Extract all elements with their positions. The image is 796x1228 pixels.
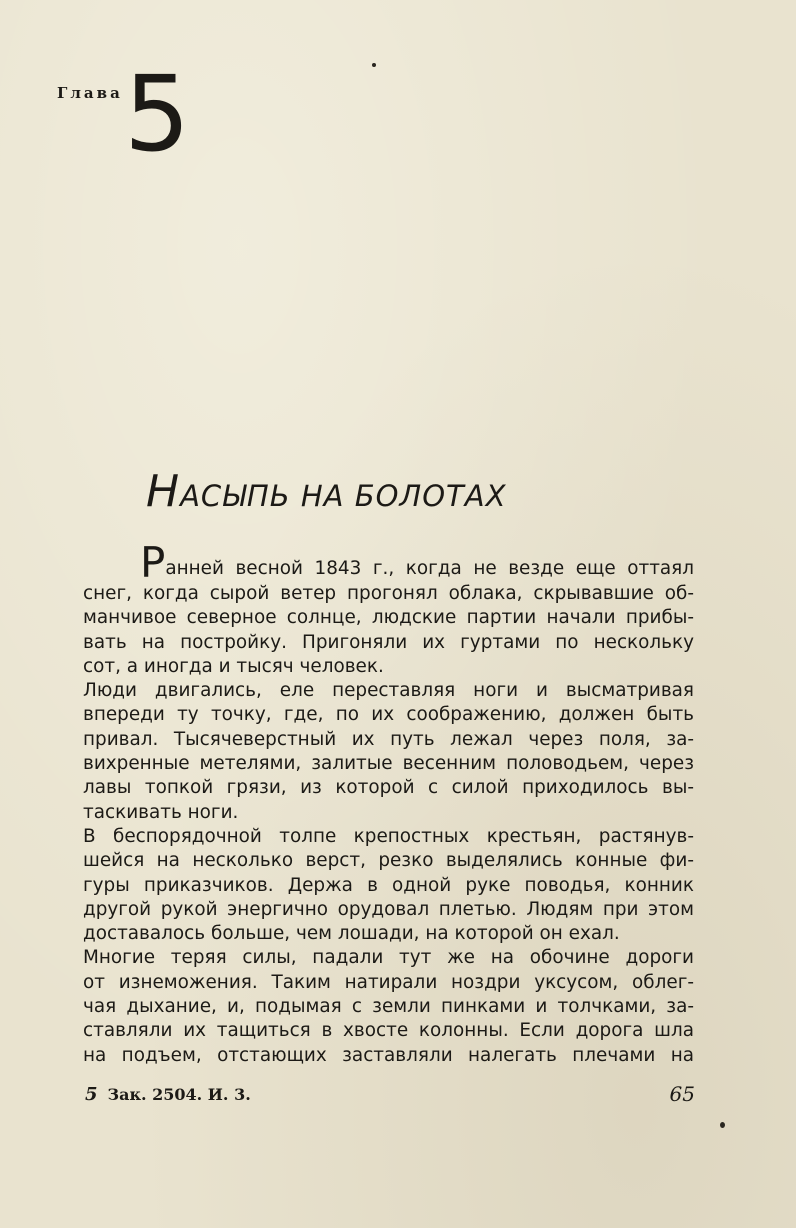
text-line: сот, а иногда и тысяч человек.	[83, 655, 384, 677]
chapter-title	[146, 466, 506, 517]
text-line: Ранней весной 1843 г., когда не везде еще оттаял	[140, 538, 694, 587]
text-line: впереди ту точку, где, по их соображению, должен быть	[83, 704, 694, 726]
text-line: другой рукой энергично орудовал плетью. Людям при этом	[83, 898, 694, 920]
text-line: снег, когда сырой ветер прогонял облака, скрывавшие об-	[83, 583, 694, 604]
text-line: на подъем, отстающих заставляли налегать плечами на	[83, 1044, 694, 1066]
chapter-title-rest: АСЫПЬ НА БОЛОТАХ	[180, 479, 507, 513]
ink-speck	[372, 63, 376, 67]
text-line: от изнеможения. Таким натирали ноздри уксусом, облег-	[83, 971, 694, 993]
signature-text: Зак. 2504. И. 3.	[107, 1085, 251, 1104]
signature-number: 5	[85, 1084, 98, 1105]
text-line: чая дыхание, и, подымая с земли пинками и толчками, за-	[83, 996, 694, 1018]
text-line: лавы топкой грязи, из которой с силой приходилось вы-	[83, 777, 694, 799]
text-line: вать на постройку. Пригоняли их гуртами по нескольку	[83, 631, 694, 653]
chapter-title-capital: Н	[146, 466, 181, 517]
text-line: вихренные метелями, залитые весенним половодьем, через	[83, 753, 694, 775]
text-line: Многие теряя силы, падали тут же на обочине дороги	[83, 947, 694, 969]
text-line: ставляли их тащиться в хвосте колонны. Если дорога шла	[83, 1020, 694, 1042]
text-line: В беспорядочной толпе крепостных крестьян, растянув-	[83, 825, 694, 847]
body-text	[83, 538, 694, 1068]
text-line: доставалось больше, чем лошади, на которой он ехал.	[83, 923, 620, 945]
ink-speck	[720, 1122, 725, 1128]
text-line: манчивое северное солнце, людские партии начали прибы-	[83, 607, 694, 629]
signature-mark	[85, 1084, 251, 1105]
chapter-label: Глава	[57, 84, 123, 102]
text-line: шейся на несколько верст, резко выделялись конные фи-	[83, 850, 694, 872]
text-line: Люди двигались, еле переставляя ноги и высматривая	[83, 680, 694, 702]
drop-cap: Р	[140, 538, 166, 587]
text-line: привал. Тысячеверстный их путь лежал через поля, за-	[83, 728, 694, 750]
page-number: 65	[669, 1082, 695, 1106]
chapter-number: 5	[124, 53, 191, 175]
text-line: гуры приказчиков. Держа в одной руке поводья, конник	[83, 874, 694, 896]
text-line: таскивать ноги.	[83, 801, 239, 823]
